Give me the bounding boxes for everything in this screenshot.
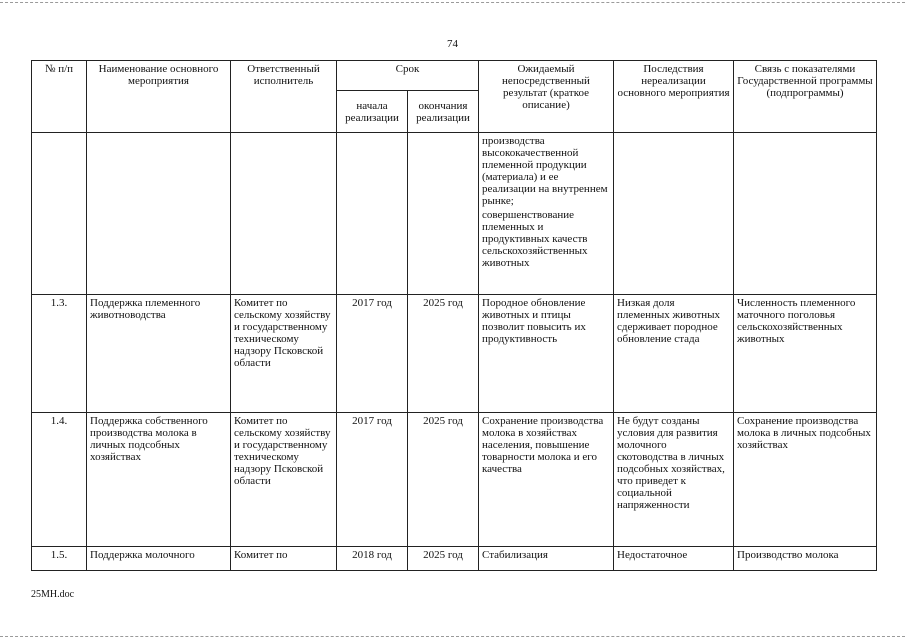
row-name: Поддержка молочного xyxy=(87,547,231,571)
row-result: Сохранение производства молока в хозяйствах населения, повышение товарности молока и его качества xyxy=(479,413,614,547)
row-start: 2017 год xyxy=(337,295,408,413)
header-name: Наименование основного мероприятия xyxy=(87,61,231,133)
row-number: 1.4. xyxy=(32,413,87,547)
row-start: 2018 год xyxy=(337,547,408,571)
row-number: 1.5. xyxy=(32,547,87,571)
header-result: Ожидаемый непосредственный результат (краткое описание) xyxy=(479,61,614,133)
row-link: Численность племенного маточного поголовья сельскохозяйственных животных xyxy=(734,295,877,413)
table-row xyxy=(32,295,877,413)
header-term: Срок xyxy=(337,61,479,91)
row-result: Стабилизация xyxy=(479,547,614,571)
table-row xyxy=(32,413,877,547)
row-end: 2025 год xyxy=(408,547,479,571)
header-no: № п/п xyxy=(32,61,87,133)
header-responsible: Ответственный исполнитель xyxy=(231,61,337,133)
row-name: Поддержка собственного производства молока в личных подсобных хозяйствах xyxy=(87,413,231,547)
header-link: Связь с показателями Государственной программы (подпрограммы) xyxy=(734,61,877,133)
measures-table xyxy=(31,60,877,571)
scan-edge-bottom xyxy=(0,636,905,637)
header-end: окончания реализации xyxy=(408,91,479,133)
row-consequences: Низкая доля племенных животных сдерживает породное обновление стада xyxy=(614,295,734,413)
row-consequences: Недостаточное xyxy=(614,547,734,571)
scan-edge-top xyxy=(0,2,905,3)
row-end: 2025 год xyxy=(408,413,479,547)
row-consequences: Не будут созданы условия для развития молочного скотоводства в личных подсобных хозяйствах, что приведет к социальной напряженности xyxy=(614,413,734,547)
row-start: 2017 год xyxy=(337,413,408,547)
row-link: Сохранение производства молока в личных подсобных хозяйствах xyxy=(734,413,877,547)
row-responsible: Комитет по сельскому хозяйству и государственному техническому надзору Псковской области xyxy=(231,413,337,547)
row-result: Породное обновление животных и птицы позволит повысить их продуктивность xyxy=(479,295,614,413)
row-responsible: Комитет по xyxy=(231,547,337,571)
header-consequences: Последствия нереализации основного мероприятия xyxy=(614,61,734,133)
row-responsible: Комитет по сельскому хозяйству и государственному техническому надзору Псковской области xyxy=(231,295,337,413)
table-row-continuation xyxy=(32,133,877,295)
file-name-footer: 25МН.doc xyxy=(31,589,75,600)
page-number: 74 xyxy=(447,38,458,50)
table-row xyxy=(32,547,877,571)
continuation-result-part2: совершенствование племенных и продуктивных качеств сельскохозяйственных животных xyxy=(482,209,588,269)
row-link: Производство молока xyxy=(734,547,877,571)
row-name: Поддержка племенного животноводства xyxy=(87,295,231,413)
row-number: 1.3. xyxy=(32,295,87,413)
continuation-result-part1: производства высококачественной племенной продукции (материала) и ее реализации на внутреннем рынке; xyxy=(482,135,608,207)
row-end: 2025 год xyxy=(408,295,479,413)
header-start: начала реализации xyxy=(337,91,408,133)
